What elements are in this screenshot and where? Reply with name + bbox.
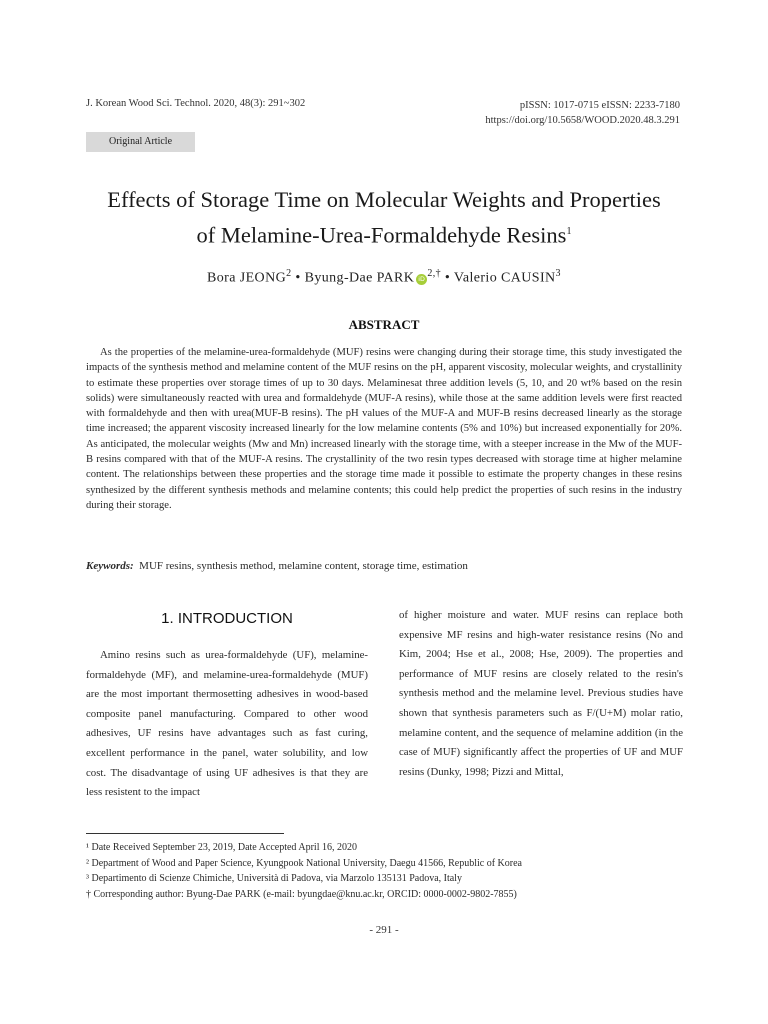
intro-paragraph: Amino resins such as urea-formaldehyde (UF), melamine-formaldehyde (MF), and melamine-urea-formaldehyde (MUF) are the most important thermosetting adhesives in wood-based composite panel manufacturing. Compared to other wood adhesives, UF resins have advantages such as fast curing, excellent performance in the panel, water solubility, and low cost. The disadvantage of using UF adhesives is that they are less resistent to the impact — [86, 649, 368, 799]
author-name: Valerio CAUSIN — [453, 270, 556, 286]
title-line-2 — [60, 216, 708, 252]
keywords-label: Keywords: — [86, 560, 134, 572]
intro-left-column — [86, 646, 368, 803]
article-type-badge: Original Article — [86, 132, 195, 152]
issn-line: pISSN: 1017-0715 eISSN: 2233-7180 — [519, 100, 680, 111]
author-name: Bora JEONG — [207, 270, 287, 286]
author-affiliation-mark: 3 — [555, 268, 561, 279]
intro-paragraph-continued: of higher moisture and water. MUF resins can replace both expensive MF resins and high-water resistance resins (No and Kim, 2004; Hse et al., 2008; Hse, 2009). The properties and performance of MUF resins are closely related to the resin's synthesis method and the melamine level. Previous studies have shown that synthesis parameters such as F/(U+M) molar ratio, melamine content, and the sequence of melamine addition (in the case of MUF) significantly affect the properties of UF and MUF resins (Dunky, 1998; Pizzi and Mittal, — [399, 609, 683, 778]
orcid-icon[interactable]: iD — [416, 274, 427, 285]
footnote-divider — [86, 833, 284, 834]
keywords-line — [86, 560, 682, 572]
author-separator: • — [291, 270, 305, 286]
footnote-corresponding-author: † Corresponding author: Byung-Dae PARK (e-mail: byungdae@knu.ac.kr, ORCID: 0000-0002-9802-7855) — [86, 888, 517, 900]
keywords-text: MUF resins, synthesis method, melamine content, storage time, estimation — [139, 560, 468, 572]
author-affiliation-mark: 2,† — [427, 268, 442, 279]
footnote-dates: ¹ Date Received September 23, 2019, Date Accepted April 16, 2020 — [86, 842, 357, 853]
abstract-paragraph: As the properties of the melamine-urea-formaldehyde (MUF) resins were changing during their storage time, this study investigated the impacts of the synthesis method and melamine content of the MUF resins on the pH, apparent viscosity, molecular weights, and crystallinity to estimate these properties over storage times of up to 30 days. Melaminesat three addition levels (5, 10, and 20 wt% based on the resin solids) were simultaneously reacted with urea and formaldehyde (MUF-A resins), while those at the same addition levels were first reacted with formaldehyde and then with urea(MUF-B resins). The pH values of the MUF-A and MUF-B resins decreased linearly as the storage time increased; the apparent viscosity increased linearly for the low melamine contents (5% and 10%) but increased exponentially for 20%. As anticipated, the molecular weights (Mw and Mn) increased linearly with the storage time, with a steeper increase in the Mw of the MUF-B resins compared with that of the MUF-A resins. The crystallinity of the two resin types decreased with storage time at higher melamine content. The relationships between these properties and the storage time made it possible to estimate the property changes in these resins synthesized by the different synthesis methods and melamine contents; this could help predict the properties of such resins in the industry during their storage. — [86, 347, 682, 511]
abstract-body — [86, 345, 682, 513]
author-separator: • — [441, 270, 454, 286]
title-line-1: Effects of Storage Time on Molecular Weights and Properties — [107, 187, 661, 212]
author-name: Byung-Dae PARK — [304, 270, 415, 286]
article-title — [60, 184, 708, 252]
issn-doi-block — [485, 98, 680, 128]
journal-citation: J. Korean Wood Sci. Technol. 2020, 48(3): 291~302 — [86, 98, 306, 109]
footnote-affiliation-2: ² Department of Wood and Paper Science, Kyungpook National University, Daegu 41566, Republic of Korea — [86, 857, 522, 869]
abstract-heading: ABSTRACT — [348, 317, 420, 332]
footnotes — [86, 840, 706, 902]
intro-right-column — [399, 606, 683, 782]
page-number: - 291 - — [369, 924, 399, 936]
author-affiliation-mark: 2 — [286, 268, 292, 279]
title-footnote-mark: 1 — [566, 226, 572, 237]
footnote-affiliation-3: ³ Departimento di Scienze Chimiche, Università di Padova, via Marzolo 135131 Padova, Italy — [86, 873, 462, 884]
doi-link[interactable]: https://doi.org/10.5658/WOOD.2020.48.3.291 — [485, 115, 680, 126]
author-list — [60, 268, 708, 287]
title-line-2-text: of Melamine-Urea-Formaldehyde Resins — [196, 222, 567, 248]
section-heading-introduction: 1. INTRODUCTION — [161, 610, 293, 627]
